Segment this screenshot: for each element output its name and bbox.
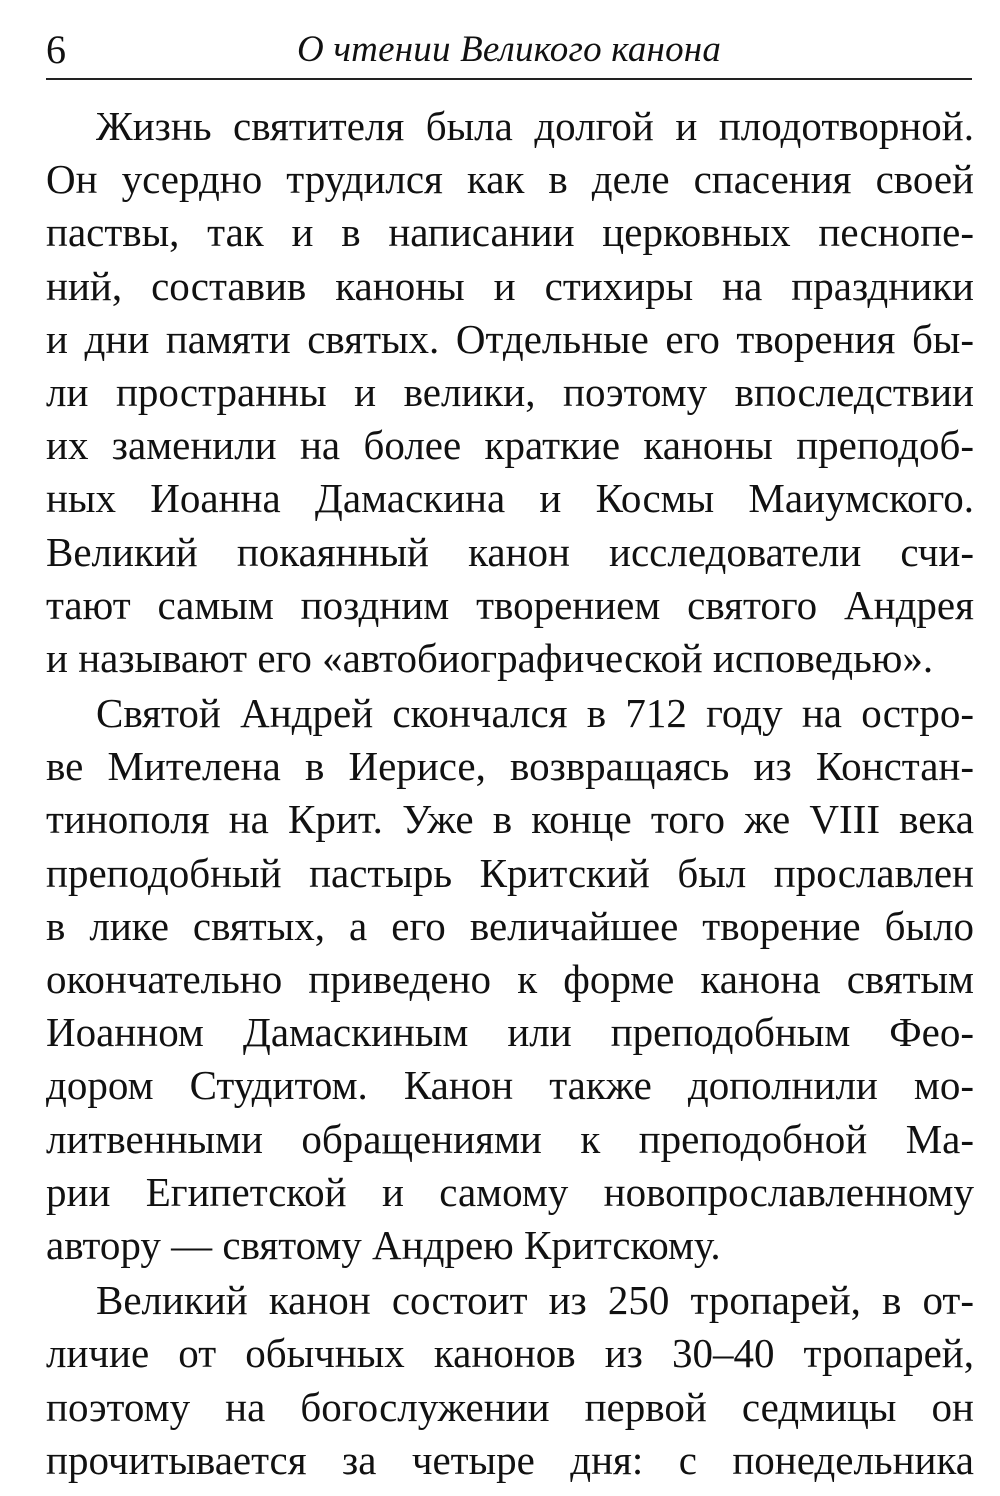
- text-line: окончательно приведено к форме канона святым: [46, 956, 974, 1002]
- text-line: тают самым поздним творением святого Андрея: [46, 581, 974, 628]
- header-rule: [46, 78, 972, 80]
- body-text: [46, 100, 974, 1487]
- text-line: литвенными обращениями к преподобной Ма-: [46, 1115, 974, 1162]
- paragraph-1: [46, 100, 974, 685]
- text-line: и называют его «автобиографической исповедью».: [46, 634, 934, 681]
- text-line: их заменили на более краткие каноны преподоб-: [46, 422, 974, 469]
- text-line: преподобный пастырь Критский был прославлен: [46, 849, 974, 896]
- text-line: Святой Андрей скончался в 712 году на остро-: [96, 690, 974, 737]
- text-line: ве Мителена в Иерисе, возвращаясь из Констан-: [46, 743, 974, 790]
- text-line: прочитывается за четыре дня: с понедельника: [46, 1436, 974, 1483]
- text-line: поэтому на богослужении первой седмицы он: [46, 1383, 974, 1430]
- text-line: в лике святых, а его величайшее творение было: [46, 902, 974, 949]
- text-line: тинополя на Крит. Уже в конце того же VIII века: [46, 796, 974, 843]
- text-line: Жизнь святителя была долгой и плодотворной.: [96, 103, 974, 149]
- text-line: автору — святому Андрею Критскому.: [46, 1221, 721, 1268]
- text-line: личие от обычных канонов из 30–40 тропарей,: [46, 1330, 974, 1377]
- text-line: и дни памяти святых. Отдельные его творения бы-: [46, 315, 974, 362]
- text-line: ний, составив каноны и стихиры на праздники: [46, 262, 974, 309]
- text-line: Великий канон состоит из 250 тропарей, в от-: [96, 1277, 974, 1324]
- text-line: Великий покаянный канон исследователи счи-: [46, 528, 974, 575]
- text-line: паствы, так и в написании церковных песнопе-: [46, 209, 974, 256]
- text-line: ных Иоанна Дамаскина и Космы Маиумского.: [46, 475, 974, 522]
- page-number: 6: [46, 27, 66, 72]
- paragraph-2: [46, 687, 974, 1272]
- text-line: Он усердно трудился как в деле спасения своей: [46, 156, 974, 203]
- text-line: рии Египетской и самому новопрославленному: [46, 1168, 974, 1215]
- text-line: ли пространны и велики, поэтому впоследствии: [46, 368, 974, 415]
- text-line: дором Студитом. Канон также дополнили мо-: [46, 1062, 974, 1109]
- paragraph-3: [46, 1274, 974, 1487]
- text-line: Иоанном Дамаскиным или преподобным Фео-: [46, 1009, 974, 1056]
- running-title: О чтении Великого канона: [296, 29, 722, 70]
- running-head: [46, 22, 972, 78]
